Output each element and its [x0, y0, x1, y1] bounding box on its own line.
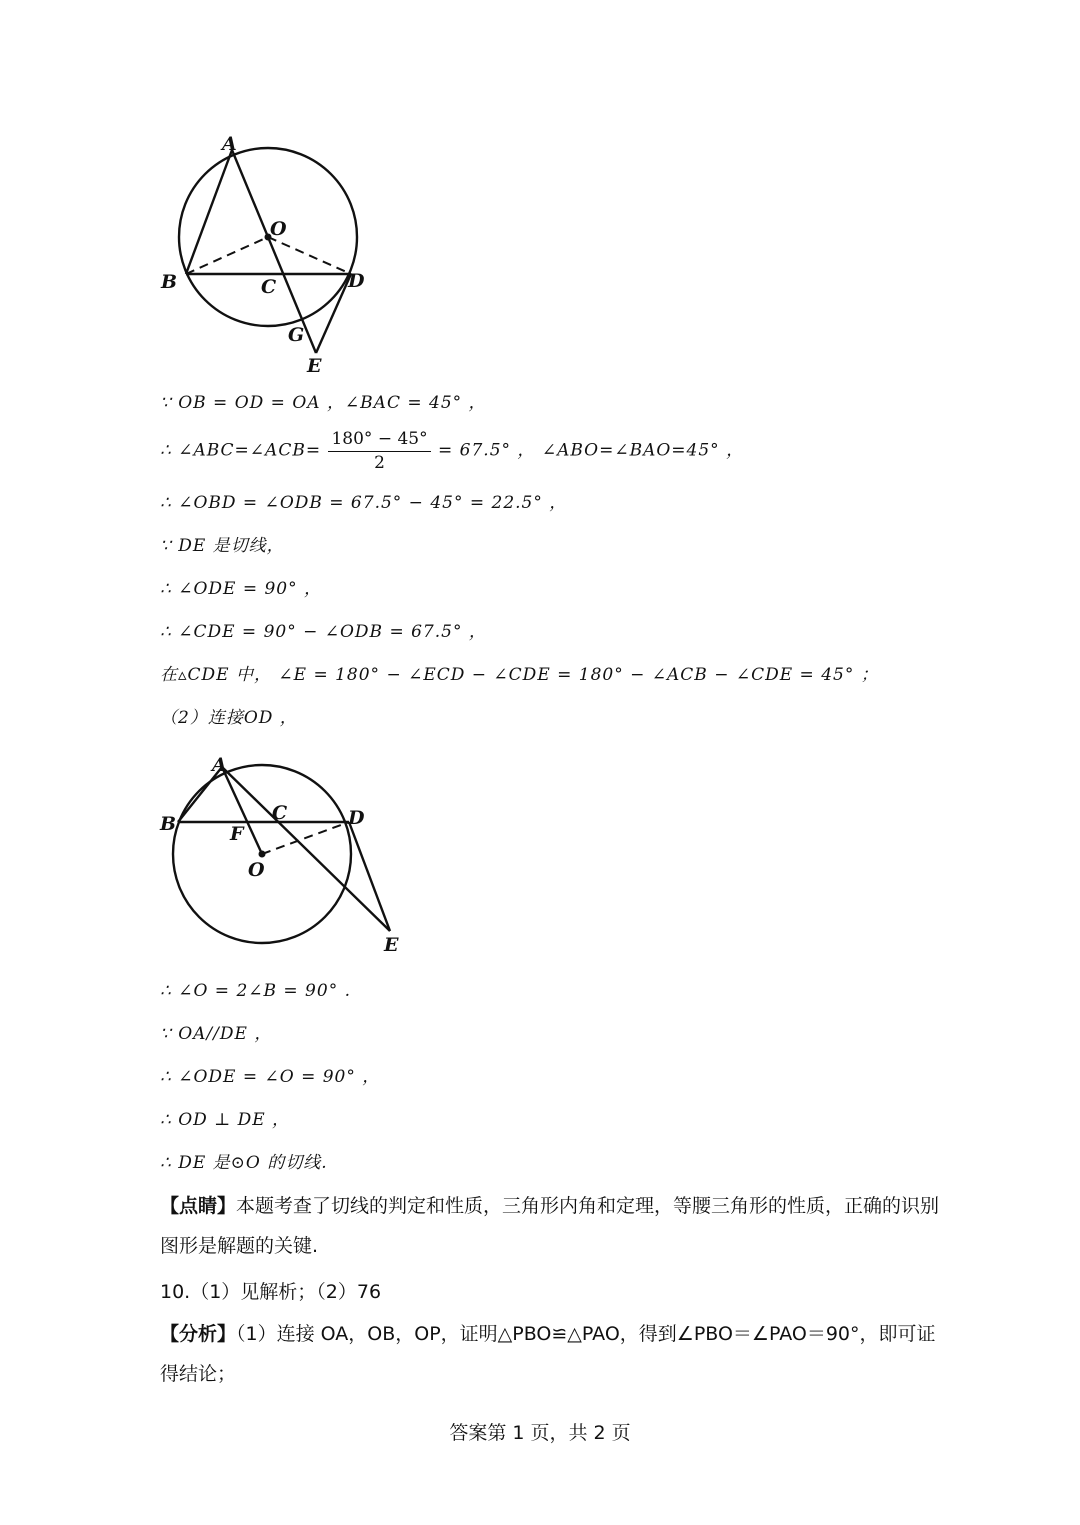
proof-line-2: ∴ ∠ABC=∠ACB= $\frac{180^\circ - 45^\circ}{2}$ = 67.5° ， ∠ABO=∠BAO=45° ，: [160, 429, 745, 473]
dianjing-tag: 【点睛】: [160, 1195, 237, 1217]
question-10-answer: 10.（1）见解析；（2）76: [160, 1281, 382, 1303]
fenxi-text: （1）连接 OA，OB，OP，证明△PBO≌△PAO，得到∠PBO＝∠PAO＝90°，即可证得结论；: [160, 1323, 936, 1385]
fig1-label-A: A: [222, 133, 237, 155]
fig1-label-D: D: [348, 270, 365, 292]
proof-line-6: ∴ ∠CDE = 90° − ∠ODB = 67.5° ，: [160, 622, 487, 642]
proof-line-5: ∴ ∠ODE = 90° ，: [160, 579, 323, 599]
proof-line-9: ∴ ∠O = 2∠B = 90° .: [160, 981, 351, 1001]
fig2-label-B: B: [160, 813, 177, 835]
fenxi-tag: 【分析】: [160, 1323, 237, 1345]
fig2-label-O: O: [248, 859, 265, 881]
geometry-figure-1: [150, 125, 390, 380]
fig1-label-B: B: [161, 271, 178, 293]
fenxi-paragraph: [160, 1314, 940, 1394]
geometry-figure-2: [150, 748, 410, 958]
fig2-label-A: A: [212, 754, 227, 776]
proof-line-3: ∴ ∠OBD = ∠ODB = 67.5° − 45° = 22.5° ，: [160, 493, 568, 513]
proof-line-13: ∴ DE 是⊙O 的切线.: [160, 1153, 328, 1173]
proof-line-1: ∵ OB = OD = OA ，∠BAC = 45° ，: [160, 393, 487, 413]
page-footer: 答案第 1 页，共 2 页: [449, 1422, 631, 1444]
proof-line-7: 在▵CDE 中， ∠E = 180° − ∠ECD − ∠CDE = 180° − ∠ACB − ∠CDE = 45° ；: [160, 665, 879, 685]
proof-line-12: ∴ OD ⊥ DE ，: [160, 1110, 291, 1130]
fig1-label-G: G: [288, 324, 305, 346]
proof-line-10: ∵ OA//DE ，: [160, 1024, 273, 1044]
proof-line-11: ∴ ∠ODE = ∠O = 90° ，: [160, 1067, 381, 1087]
proof-line-8: （2）连接OD ，: [160, 708, 298, 728]
fig1-label-E: E: [307, 355, 322, 377]
fig2-label-C: C: [272, 802, 288, 824]
dianjing-text: 本题考查了切线的判定和性质，三角形内角和定理，等腰三角形的性质，正确的识别图形是解题的关键.: [160, 1195, 940, 1257]
fig1-label-O: O: [270, 218, 287, 240]
fig2-label-E: E: [384, 934, 399, 956]
fig1-label-C: C: [261, 276, 277, 298]
fraction: $\frac{180^\circ - 45^\circ}{2}$: [328, 428, 430, 474]
fig2-label-F: F: [230, 823, 244, 845]
dianjing-paragraph: [160, 1186, 940, 1266]
proof-line-4: ∵ DE 是切线，: [160, 536, 285, 556]
fig2-label-D: D: [348, 807, 365, 829]
